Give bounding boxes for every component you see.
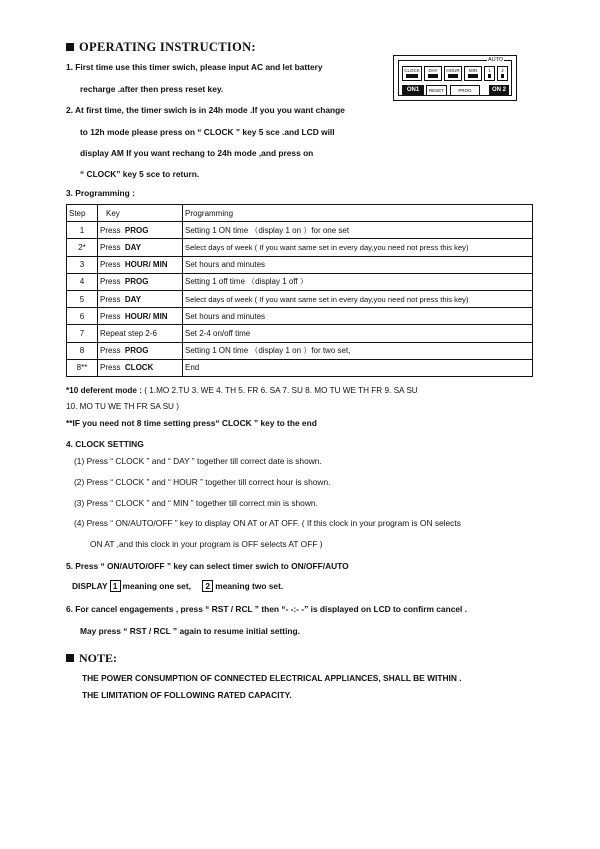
table-header-row [67, 205, 533, 222]
auto-label: AUTO [488, 57, 504, 63]
programming-table [66, 204, 533, 377]
section5-line-1: 5. Press “ ON/AUTO/OFF ” key can select timer swich to ON/OFF/AUTO [66, 561, 349, 571]
on2-indicator: ON 2 [489, 85, 509, 96]
modes-line-1: *10 deferent mode : ( 1.MO 2.TU 3. WE 4. TH 5. FR 6. SA 7. SU 8. MO TU WE TH FR 9. SA SU [66, 386, 418, 395]
prog-key: PROG [450, 85, 480, 96]
intro-line-4: to 12h mode please press on “ CLOCK ” key 5 sce .and LCD will [80, 127, 335, 137]
page-title: OPERATING INSTRUCTION: [66, 40, 256, 55]
section6-line-2: May press “ RST / RCL ” again to resume initial setting. [80, 626, 300, 636]
square-bullet-icon [66, 43, 74, 51]
header-programming: Programming [183, 205, 533, 222]
table-row: 5 Press DAY Select days of week ( If you want same set in every day,you need not press this key) [67, 290, 533, 307]
table-row: 3 Press HOUR/ MIN Set hours and minutes [67, 256, 533, 273]
clock-setting-heading: 4. CLOCK SETTING [66, 439, 144, 449]
table-row: 8 Press PROG Setting 1 ON time （display 1 on ）for two set, [67, 342, 533, 359]
display-box-1: 1 [110, 580, 121, 592]
header-step: Step [67, 205, 98, 222]
clock-setting-item-4-cont: ON AT ,and this clock in your program is OFF selects AT OFF ) [90, 539, 323, 549]
table-row: 6 Press HOUR/ MIN Set hours and minutes [67, 308, 533, 325]
intro-line-6: “ CLOCK” key 5 sce to return. [80, 169, 200, 179]
square-bullet-icon [66, 654, 74, 662]
modes-line-2: 10. MO TU WE TH FR SA SU ) [66, 402, 179, 411]
clock-setting-item-2: (2) Press “ CLOCK ” and “ HOUR ” together till correct hour is shown. [74, 477, 331, 487]
footnote: **IF you need not 8 time setting press“ CLOCK ” key to the end [66, 418, 317, 428]
on1-indicator: ON1 [402, 85, 424, 96]
hour-key: HOUR [444, 66, 462, 81]
intro-line-3: 2. At first time, the timer swich is in 24h mode .If you you want change [66, 105, 345, 115]
key-2: 2 [497, 66, 508, 81]
header-key: Key [98, 205, 183, 222]
programming-heading: 3. Programming : [66, 188, 135, 198]
table-row: 8** Press CLOCK End [67, 359, 533, 376]
intro-line-5: display AM If you want rechang to 24h mode ,and press on [80, 148, 314, 158]
clock-setting-item-4: (4) Press “ ON/AUTO/OFF ” key to display ON AT or AT OFF. ( If this clock in your program is ON selects [74, 518, 461, 528]
section5-display-line: DISPLAY 1 meaning one set, 2 meaning two set. [72, 581, 284, 591]
table-row: 2* Press DAY Select days of week ( If you want same set in every day,you need not press this key) [67, 239, 533, 256]
day-key: DAY [424, 66, 442, 81]
table-row: 4 Press PROG Setting 1 off time （display 1 off ） [67, 273, 533, 290]
min-key: MIN [464, 66, 482, 81]
section6-line-1: 6. For cancel engagements , press “ RST / RCL ” then “- -:- -” is displayed on LCD to confirm cancel . [66, 604, 467, 614]
reset-key: RESET [426, 85, 447, 96]
clock-key: CLOCK [402, 66, 422, 81]
key-1: 1 [484, 66, 495, 81]
note-line-1: THE POWER CONSUMPTION OF CONNECTED ELECTRICAL APPLIANCES, SHALL BE WITHIN . [82, 673, 462, 683]
note-heading: NOTE: [66, 651, 117, 666]
intro-line-2: recharge .after then press reset key. [80, 84, 224, 94]
control-panel-illustration [393, 55, 517, 101]
note-line-2: THE LIMITATION OF FOLLOWING RATED CAPACITY. [82, 690, 292, 700]
clock-setting-item-1: (1) Press “ CLOCK ” and “ DAY ” together till correct date is shown. [74, 456, 322, 466]
clock-setting-item-3: (3) Press “ CLOCK ” and “ MIN ” together till correct min is shown. [74, 498, 318, 508]
table-row: 1 Press PROG Setting 1 ON time （display 1 on ）for one set [67, 222, 533, 239]
display-box-2: 2 [202, 580, 213, 592]
table-row: 7 Repeat step 2-6 Set 2-4 on/off time [67, 325, 533, 342]
intro-line-1: 1. First time use this timer swich, please input AC and let battery [66, 62, 323, 72]
